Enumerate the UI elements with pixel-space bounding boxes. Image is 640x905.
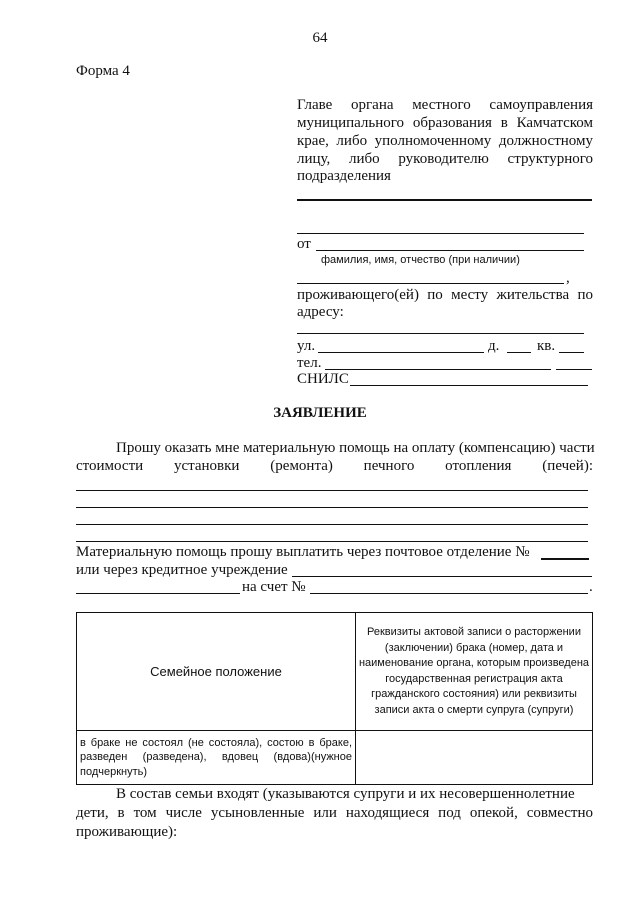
from-label: от <box>297 236 311 252</box>
post-office-field[interactable] <box>541 558 589 560</box>
street-label: ул. <box>297 338 316 354</box>
family-text: проживающие): <box>76 824 178 840</box>
family-status-table <box>76 612 593 785</box>
family-text: В состав семьи входят (указываются супруги и их несовершеннолетние <box>116 786 575 802</box>
page-number: 64 <box>312 30 328 46</box>
fio-hint: фамилия, имя, отчество (при наличии) <box>321 254 520 266</box>
house-field[interactable] <box>507 352 531 353</box>
phone-extra-field[interactable] <box>556 369 592 370</box>
payment-text: или через кредитное учреждение <box>76 562 288 578</box>
request-blank-line[interactable] <box>76 524 588 525</box>
table-header-row <box>77 613 593 731</box>
fio-field[interactable] <box>316 250 584 251</box>
request-text: стоимости установки (ремонта) печного отопления (печей): <box>76 458 593 474</box>
family-text: дети, в том числе усыновленные или находящиеся под опекой, совместно <box>76 805 593 821</box>
snils-label: СНИЛС <box>297 371 349 387</box>
account-field[interactable] <box>310 593 588 594</box>
account-label: на счет № <box>242 579 306 595</box>
addressee-line: подразделения <box>297 168 391 184</box>
snils-field[interactable] <box>350 385 588 386</box>
addressee-line: муниципального образования в Камчатском <box>297 115 593 131</box>
apt-label: кв. <box>537 338 556 354</box>
street-field[interactable] <box>318 352 484 353</box>
act-record-cell[interactable] <box>356 731 593 785</box>
request-blank-line[interactable] <box>76 507 588 508</box>
addressee-blank-line[interactable] <box>297 233 584 234</box>
family-status-header: Семейное положение <box>77 613 356 731</box>
phone-field[interactable] <box>325 369 551 370</box>
address-field[interactable] <box>297 333 584 334</box>
addressee-line: лицу, либо руководителю структурного <box>297 151 593 167</box>
request-text: Прошу оказать мне материальную помощь на оплату (компенсацию) части <box>116 440 595 456</box>
request-blank-line[interactable] <box>76 541 588 542</box>
phone-label: тел. <box>297 355 322 371</box>
form-label: Форма 4 <box>76 63 130 79</box>
addressee-line: Главе органа местного самоуправления <box>297 97 593 113</box>
account-period: . <box>589 579 593 595</box>
bank-field[interactable] <box>292 576 592 577</box>
table-row <box>77 731 593 785</box>
request-blank-line[interactable] <box>76 490 588 491</box>
family-status-options[interactable]: в браке не состоял (не состояла), состою в браке, разведен (разведена), вдовец (вдова)(нужное подчеркнуть) <box>77 731 356 785</box>
comma: , <box>566 270 570 286</box>
document-title: ЗАЯВЛЕНИЕ <box>273 405 367 421</box>
apt-field[interactable] <box>559 352 584 353</box>
house-label: д. <box>488 338 500 354</box>
residing-line: проживающего(ей) по месту жительства по <box>297 287 593 303</box>
bank-field-continued[interactable] <box>76 593 240 594</box>
addressee-line: крае, либо уполномоченному должностному <box>297 133 593 149</box>
residing-line: адресу: <box>297 304 344 320</box>
addressee-blank-line[interactable] <box>297 199 592 201</box>
payment-text: Материальную помощь прошу выплатить через почтовое отделение № <box>76 544 530 560</box>
fio-field-continued[interactable] <box>297 283 564 284</box>
act-record-header: Реквизиты актовой записи о расторжении (заключении) брака (номер, дата и наименование органа, которым произведена государственная регистрация акта гражданского состояния) или реквизиты записи акта о смерти супруга (супруги) <box>356 613 593 731</box>
